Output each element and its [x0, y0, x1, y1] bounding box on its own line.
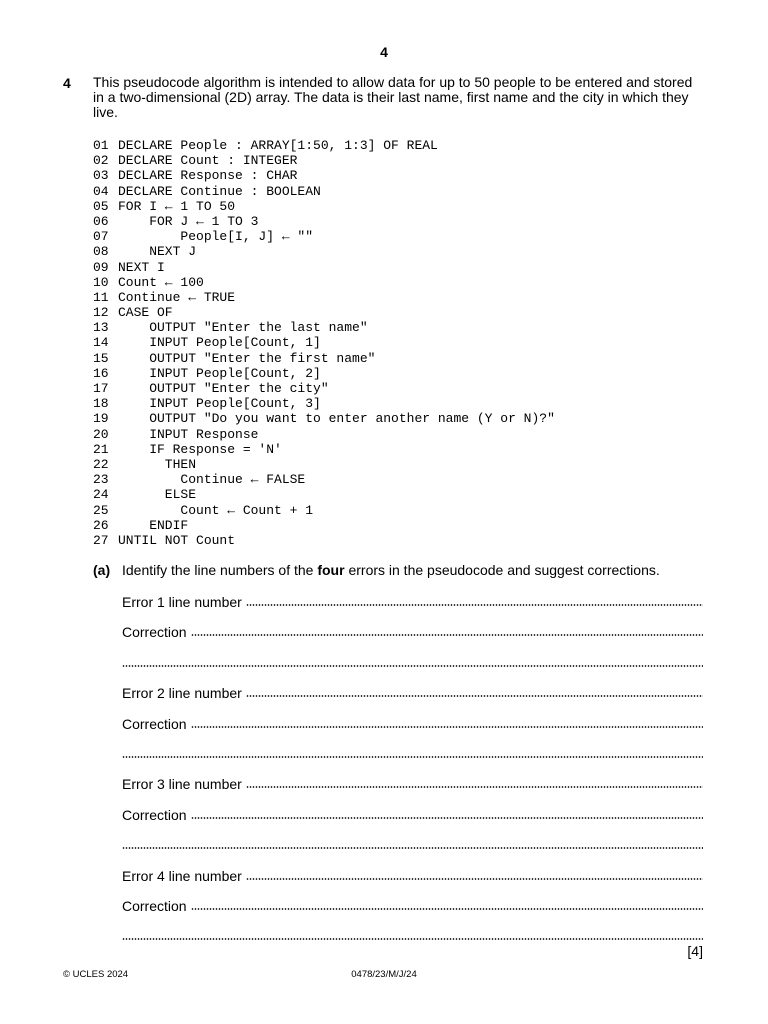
code-line-text: NEXT J [118, 244, 197, 260]
code-line [93, 168, 555, 183]
code-line [93, 351, 555, 366]
answer-line[interactable] [122, 622, 703, 640]
answer-line[interactable] [122, 774, 703, 792]
answer-line[interactable] [122, 592, 703, 610]
footer-paper-code: 0478/23/M/J/24 [351, 969, 417, 980]
code-line-text: FOR J ← 1 TO 3 [118, 213, 259, 229]
code-line-number: 05 [93, 198, 109, 214]
code-line [93, 214, 555, 229]
dotted-answer-line[interactable] [122, 846, 703, 850]
code-line-text: CASE OF [118, 305, 173, 321]
code-line-number: 25 [93, 502, 109, 518]
answer-line-label: Error 3 line number [122, 776, 242, 793]
code-line-text: INPUT People[Count, 3] [118, 396, 321, 412]
part-a-text-start: Identify the line numbers of the [122, 562, 318, 578]
dotted-answer-line[interactable] [191, 725, 703, 729]
code-line-text: DECLARE People : ARRAY[1:50, 1:3] OF REAL [118, 138, 438, 153]
code-line [93, 427, 555, 442]
answer-line-label: Correction [122, 898, 187, 914]
answer-line[interactable] [122, 866, 703, 884]
code-line [93, 381, 555, 396]
code-line-number: 03 [93, 168, 109, 184]
code-line [93, 335, 555, 350]
code-line-number: 15 [93, 350, 109, 366]
code-line [93, 472, 555, 487]
code-line [93, 199, 555, 214]
code-line-number: 11 [93, 289, 109, 305]
answer-line[interactable] [122, 896, 703, 914]
dotted-answer-line[interactable] [246, 603, 703, 607]
code-line-number: 02 [93, 153, 109, 169]
question-intro: This pseudocode algorithm is intended to allow data for up to 50 people to be entered and stored in a two-dimensional (2D) array. The data is their last name, first name and the city in which they live. [93, 74, 693, 120]
code-line-text: OUTPUT "Enter the first name" [118, 350, 376, 366]
code-line [93, 396, 555, 411]
code-line-text: THEN [118, 456, 197, 472]
answer-line-label: Error 4 line number [122, 867, 242, 884]
answer-line[interactable] [122, 714, 703, 732]
code-line [93, 184, 555, 199]
code-line-text: UNTIL NOT Count [118, 532, 236, 548]
code-line-text: DECLARE Response : CHAR [118, 168, 298, 184]
answer-line-label: Correction [122, 624, 187, 641]
code-line-number: 06 [93, 213, 109, 229]
answer-line-label: Error 1 line number [122, 594, 242, 610]
code-line-text: Continue ← FALSE [118, 472, 306, 488]
code-line-number: 09 [93, 259, 109, 275]
code-line-number: 07 [93, 229, 109, 245]
code-line [93, 533, 555, 548]
code-line-text: DECLARE Count : INTEGER [118, 153, 298, 169]
code-line-number: 23 [93, 472, 109, 488]
code-line-number: 27 [93, 532, 109, 548]
answer-line[interactable] [122, 835, 703, 853]
code-line [93, 487, 555, 502]
code-line [93, 260, 555, 275]
code-line [93, 503, 555, 518]
code-line [93, 457, 555, 472]
code-line-number: 13 [93, 320, 109, 336]
code-line-text: IF Response = 'N' [118, 441, 282, 457]
answer-line-label: Correction [122, 806, 187, 823]
dotted-answer-line[interactable] [191, 633, 703, 637]
code-line-text: NEXT I [118, 259, 165, 275]
pseudocode-block [93, 138, 555, 548]
code-line-number: 20 [93, 426, 109, 442]
code-line [93, 138, 555, 153]
dotted-answer-line[interactable] [122, 664, 703, 668]
dotted-answer-line[interactable] [246, 785, 703, 789]
code-line-text: Count ← Count + 1 [118, 502, 314, 518]
code-line [93, 244, 555, 259]
part-a-label: (a) [93, 562, 111, 578]
dotted-answer-line[interactable] [191, 907, 703, 911]
code-line [93, 411, 555, 426]
code-line [93, 229, 555, 244]
code-line-text: Continue ← TRUE [118, 289, 236, 305]
code-line [93, 518, 555, 533]
dotted-answer-line[interactable] [191, 816, 703, 820]
answer-line[interactable] [122, 744, 703, 762]
code-line-text: Count ← 100 [118, 274, 204, 290]
code-line-number: 08 [93, 244, 109, 260]
code-line-number: 17 [93, 381, 109, 396]
code-line [93, 290, 555, 305]
code-line [93, 305, 555, 320]
code-line [93, 442, 555, 457]
code-line-text: OUTPUT "Enter the last name" [118, 320, 368, 336]
part-a-text-end: errors in the pseudocode and suggest corrections. [344, 562, 660, 578]
code-line-text: INPUT People[Count, 2] [118, 365, 321, 381]
code-line-text: ENDIF [118, 517, 189, 533]
page-number: 4 [380, 44, 388, 60]
code-line [93, 320, 555, 335]
part-a-instruction [122, 562, 660, 578]
code-line-number: 12 [93, 305, 109, 321]
footer-copyright: © UCLES 2024 [63, 969, 129, 980]
code-line-text: ELSE [118, 487, 197, 503]
code-line-number: 21 [93, 441, 109, 457]
part-a-text-bold: four [317, 562, 345, 578]
answer-line[interactable] [122, 805, 703, 823]
code-line-number: 26 [93, 517, 109, 533]
dotted-answer-line[interactable] [246, 877, 703, 881]
answer-line[interactable] [122, 683, 703, 701]
code-line-text: DECLARE Continue : BOOLEAN [118, 183, 321, 199]
dotted-answer-line[interactable] [122, 937, 703, 941]
marks-available: [4] [687, 943, 703, 959]
code-line [93, 366, 555, 381]
code-line-text: INPUT Response [118, 426, 259, 442]
code-line-number: 24 [93, 487, 109, 503]
answer-line[interactable] [122, 653, 703, 671]
code-line-number: 16 [93, 365, 109, 381]
code-line-number: 14 [93, 335, 109, 351]
answer-line[interactable] [122, 926, 703, 944]
code-line-text: OUTPUT "Do you want to enter another name (Y or N)?" [118, 411, 555, 427]
code-line-number: 04 [93, 183, 109, 199]
code-line-number: 18 [93, 396, 109, 412]
code-line-number: 19 [93, 411, 109, 427]
code-line [93, 153, 555, 168]
code-line-number: 22 [93, 456, 109, 472]
code-line-text: OUTPUT "Enter the city" [118, 381, 329, 396]
question-number: 4 [63, 75, 71, 91]
code-line [93, 275, 555, 290]
code-line-text: INPUT People[Count, 1] [118, 335, 321, 351]
code-line-text: FOR I ← 1 TO 50 [118, 198, 236, 214]
dotted-answer-line[interactable] [122, 755, 703, 759]
code-line-number: 10 [93, 274, 109, 290]
code-line-text: People[I, J] ← "" [118, 229, 314, 245]
dotted-answer-line[interactable] [246, 694, 703, 698]
answer-line-label: Error 2 line number [122, 685, 242, 702]
answer-line-label: Correction [122, 715, 187, 732]
code-line-number: 01 [93, 138, 109, 153]
